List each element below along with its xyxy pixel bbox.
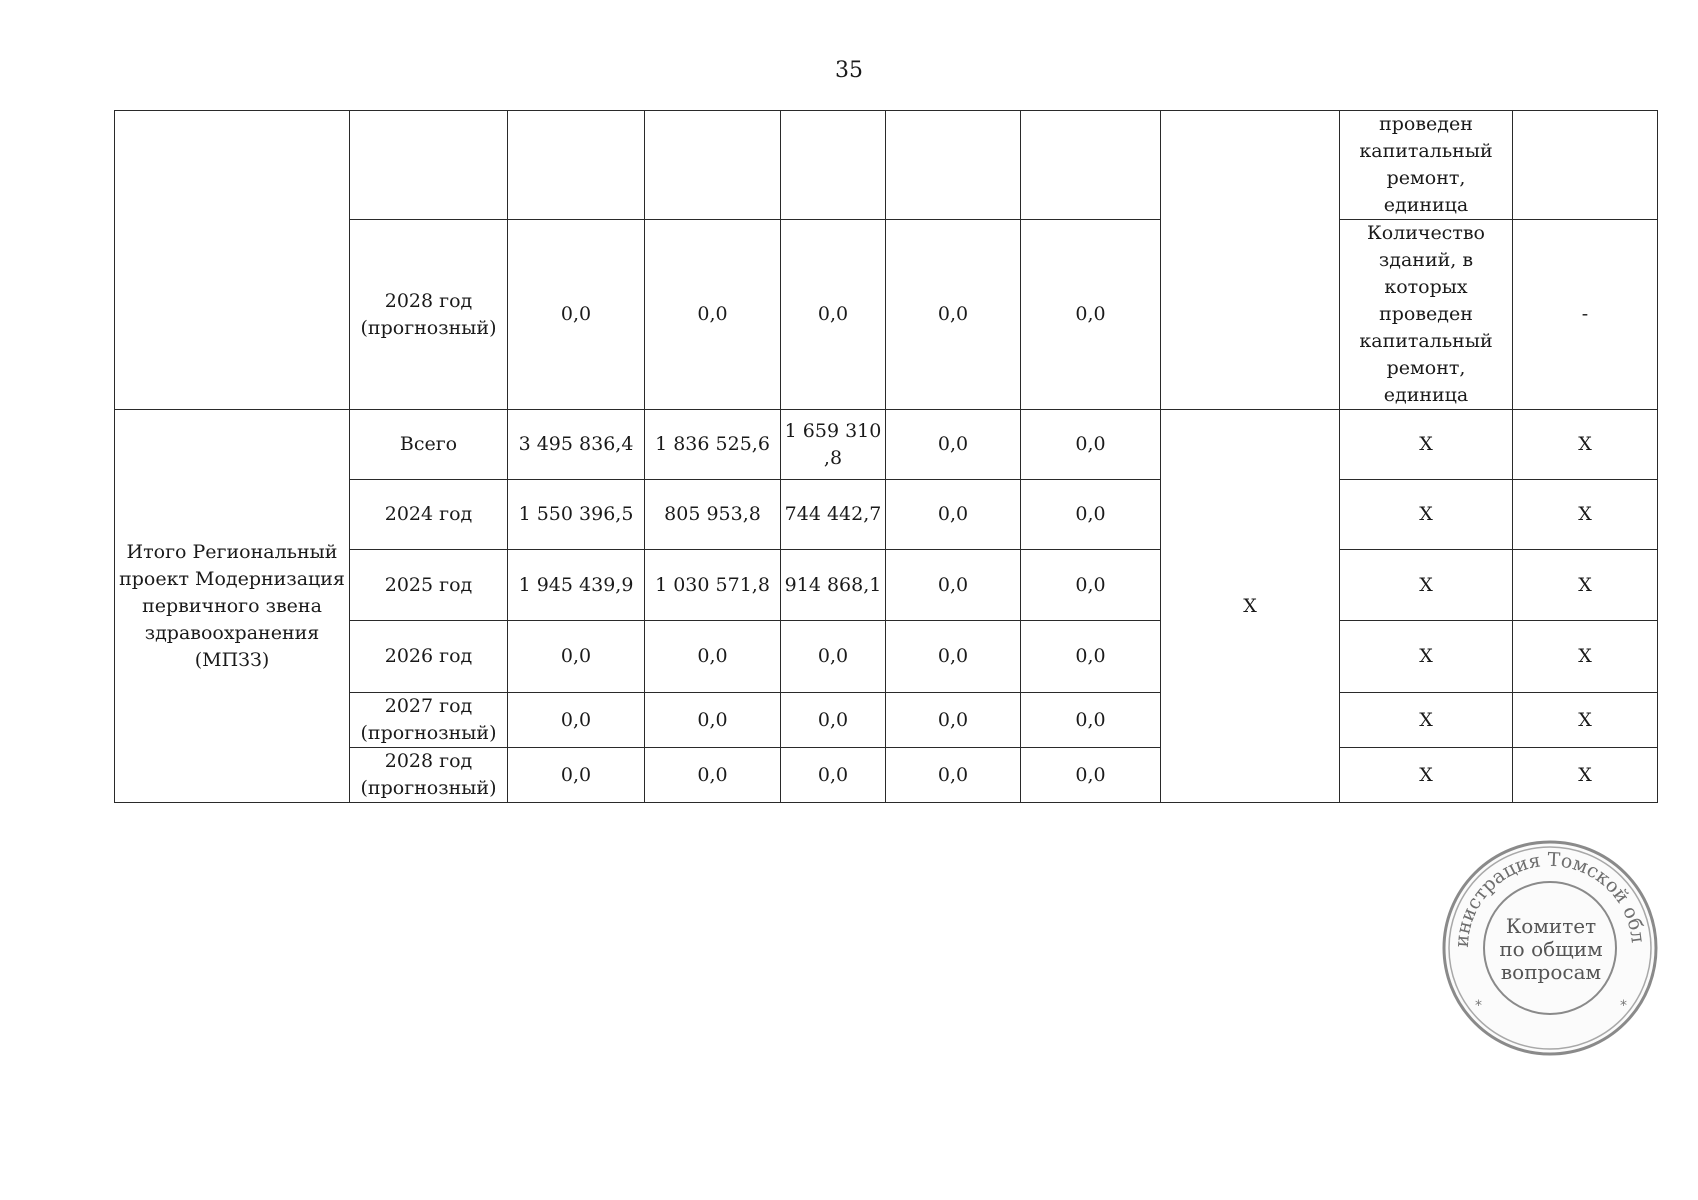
period-cell: 2028 год (прогнозный) bbox=[350, 748, 508, 803]
mark-cell: X bbox=[1340, 550, 1513, 621]
value-cell: 0,0 bbox=[1021, 220, 1161, 410]
value-cell: 0,0 bbox=[1021, 621, 1161, 693]
mark-cell: X bbox=[1340, 480, 1513, 550]
indicator-name-cell: Количество зданий, в которых проведен капитальный ремонт, единица bbox=[1340, 220, 1513, 410]
value-cell: 1 030 571,8 bbox=[645, 550, 781, 621]
value-cell: 805 953,8 bbox=[645, 480, 781, 550]
mark-cell: X bbox=[1513, 621, 1658, 693]
empty-cell bbox=[350, 111, 508, 220]
value-cell: 0,0 bbox=[886, 410, 1021, 480]
year-cell: 2028 год (прогнозный) bbox=[350, 220, 508, 410]
mark-cell: X bbox=[1340, 410, 1513, 480]
value-cell: 0,0 bbox=[781, 693, 886, 748]
value-cell: 0,0 bbox=[886, 693, 1021, 748]
value-cell: 0,0 bbox=[886, 748, 1021, 803]
value-cell: 1 945 439,9 bbox=[508, 550, 645, 621]
empty-cell bbox=[886, 111, 1021, 220]
indicator-value-cell: - bbox=[1513, 220, 1658, 410]
mark-cell: X bbox=[1513, 693, 1658, 748]
value-cell: 0,0 bbox=[1021, 748, 1161, 803]
value-cell: 0,0 bbox=[645, 748, 781, 803]
value-cell: 0,0 bbox=[508, 693, 645, 748]
stamp-star-left: * bbox=[1475, 998, 1482, 1014]
value-cell: 0,0 bbox=[508, 621, 645, 693]
value-cell: 1 550 396,5 bbox=[508, 480, 645, 550]
value-cell: 0,0 bbox=[1021, 410, 1161, 480]
value-cell: 0,0 bbox=[886, 480, 1021, 550]
value-cell: 0,0 bbox=[781, 220, 886, 410]
empty-cell bbox=[1513, 111, 1658, 220]
indicator-name-cell: проведен капитальный ремонт, единица bbox=[1340, 111, 1513, 220]
period-cell: 2027 год (прогнозный) bbox=[350, 693, 508, 748]
value-cell: 0,0 bbox=[886, 621, 1021, 693]
total-label-cell: Итого Региональный проект Модернизация первичного звена здравоохранения (МПЗЗ) bbox=[115, 410, 350, 803]
value-cell: 0,0 bbox=[886, 220, 1021, 410]
empty-cell bbox=[508, 111, 645, 220]
stamp-center-line: Комитет bbox=[1505, 914, 1597, 938]
mark-cell: X bbox=[1513, 410, 1658, 480]
empty-name-cell bbox=[115, 111, 350, 410]
stamp-seal-icon bbox=[1440, 838, 1660, 1058]
mark-cell: X bbox=[1340, 621, 1513, 693]
value-cell: 0,0 bbox=[1021, 480, 1161, 550]
value-cell: 0,0 bbox=[508, 220, 645, 410]
official-stamp bbox=[1440, 838, 1660, 1058]
value-cell: 0,0 bbox=[1021, 693, 1161, 748]
value-cell: 1 836 525,6 bbox=[645, 410, 781, 480]
period-cell: 2024 год bbox=[350, 480, 508, 550]
value-cell: 3 495 836,4 bbox=[508, 410, 645, 480]
empty-cell bbox=[1021, 111, 1161, 220]
value-cell: 0,0 bbox=[781, 748, 886, 803]
mark-cell: X bbox=[1340, 748, 1513, 803]
value-cell: 914 868,1 bbox=[781, 550, 886, 621]
mark-cell: X bbox=[1513, 480, 1658, 550]
table-row bbox=[115, 410, 1658, 480]
empty-cell bbox=[645, 111, 781, 220]
mark-cell: X bbox=[1340, 693, 1513, 748]
value-cell: 0,0 bbox=[645, 621, 781, 693]
merged-mark-cell: X bbox=[1161, 410, 1340, 803]
value-cell: 0,0 bbox=[508, 748, 645, 803]
period-cell: 2026 год bbox=[350, 621, 508, 693]
value-cell: 0,0 bbox=[1021, 550, 1161, 621]
value-cell: 0,0 bbox=[645, 693, 781, 748]
empty-cell bbox=[1161, 111, 1340, 410]
period-cell: 2025 год bbox=[350, 550, 508, 621]
stamp-star-right: * bbox=[1620, 998, 1627, 1014]
empty-cell bbox=[781, 111, 886, 220]
value-cell: 744 442,7 bbox=[781, 480, 886, 550]
value-cell: 1 659 310 ,8 bbox=[781, 410, 886, 480]
period-cell: Всего bbox=[350, 410, 508, 480]
page-number: 35 bbox=[835, 58, 863, 83]
stamp-ring-text: инистрация Томской обл bbox=[1450, 848, 1649, 949]
value-cell: 0,0 bbox=[781, 621, 886, 693]
mark-cell: X bbox=[1513, 748, 1658, 803]
stamp-center-line: вопросам bbox=[1500, 960, 1602, 984]
table-row bbox=[115, 111, 1658, 220]
mark-cell: X bbox=[1513, 550, 1658, 621]
stamp-center-line: по общим bbox=[1499, 937, 1603, 961]
value-cell: 0,0 bbox=[886, 550, 1021, 621]
value-cell: 0,0 bbox=[645, 220, 781, 410]
budget-table bbox=[114, 110, 1658, 803]
